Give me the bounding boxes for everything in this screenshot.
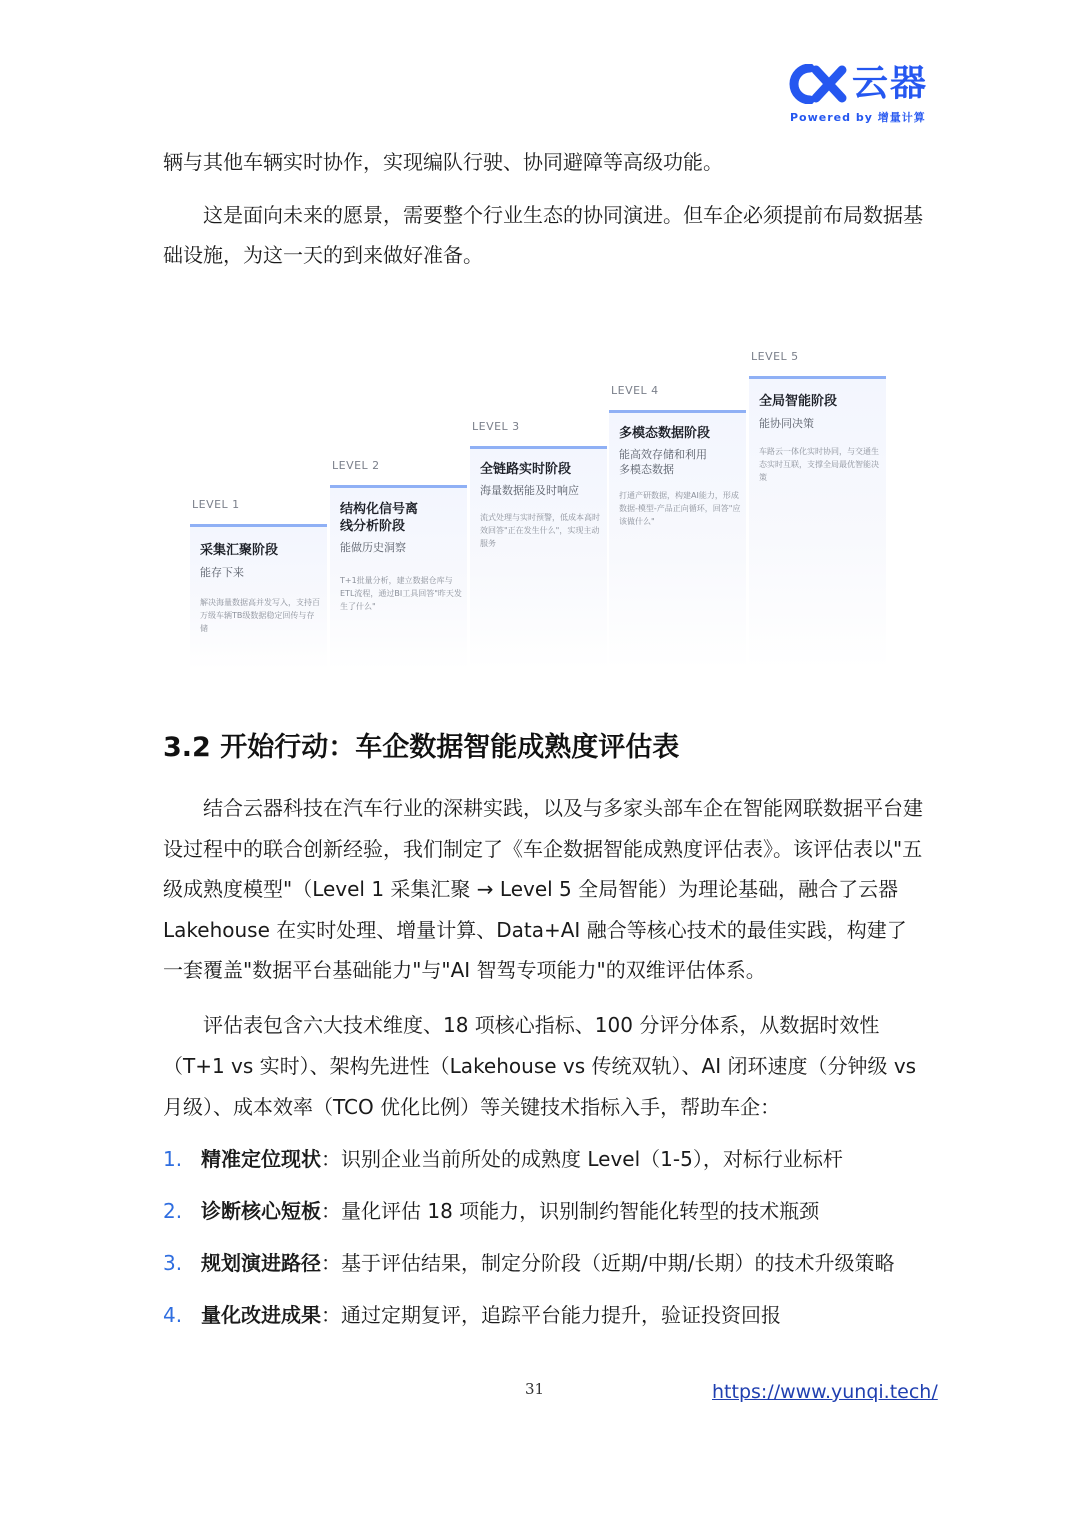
level-title: 全链路实时阶段: [480, 462, 572, 477]
level-label: LEVEL 2: [332, 459, 380, 472]
level-subtitle: 能存下来: [200, 566, 244, 579]
list-text: ：通过定期复评，追踪平台能力提升，验证投资回报: [321, 1303, 781, 1327]
level-subtitle: 能协同决策: [759, 417, 814, 430]
level-description: T+1批量分析，建立数据仓库与ETL流程，通过BI工具回答"昨天发生了什么": [340, 576, 462, 611]
maturity-staircase-diagram: [190, 350, 890, 670]
list-text: ：基于评估结果，制定分阶段（近期/中期/长期）的技术升级策略: [321, 1251, 895, 1275]
list-term: 精准定位现状: [201, 1147, 321, 1171]
level-label: LEVEL 1: [192, 498, 240, 511]
list-number: 4.: [163, 1303, 183, 1327]
level-step-5: [749, 350, 886, 670]
list-item: [163, 1197, 923, 1225]
level-description: 流式处理与实时预警，低成本高时效回答"正在发生什么"，实现主动服务: [480, 513, 600, 548]
intro-paragraph-2: 这是面向未来的愿景，需要整个行业生态的协同演进。但车企必须提前布局数据基础设施，为这一天的到来做好准备。: [163, 203, 923, 267]
level-card: [190, 524, 327, 670]
level-card: [749, 376, 886, 670]
level-step-2: [330, 459, 467, 670]
level-description: 解决海量数据高并发写入，支持百万级车辆TB级数据稳定回传与存储: [200, 598, 320, 633]
level-description: 车路云一体化实时协同，与交通生态实时互联，支撑全局最优智能决策: [759, 447, 879, 482]
level-card: [609, 410, 746, 670]
level-card: [330, 485, 467, 670]
level-title: 多模态数据阶段: [619, 426, 711, 441]
intro-paragraph-1: 辆与其他车辆实时协作，实现编队行驶、协同避障等高级功能。: [163, 150, 723, 174]
level-label: LEVEL 3: [472, 420, 520, 433]
logo-mark-icon: [788, 64, 850, 104]
section-paragraph-2: 评估表包含六大技术维度、18 项核心指标、100 分评分体系，从数据时效性（T+1 vs 实时）、架构先进性（Lakehouse vs 传统双轨）、AI 闭环速度（分钟级 vs 月级）、成本效率（TCO 优化比例）等关键技术指标入手，帮助车企：: [163, 1013, 917, 1119]
level-label: LEVEL 5: [751, 350, 799, 363]
list-term: 量化改进成果: [201, 1303, 321, 1327]
logo-name: 云器: [852, 63, 929, 104]
level-step-1: [190, 498, 327, 670]
brand-logo: [788, 62, 928, 128]
list-term: 规划演进路径: [201, 1251, 321, 1275]
section-heading: 3.2 开始行动：车企数据智能成熟度评估表: [163, 732, 680, 763]
list-text: ：量化评估 18 项能力，识别制约智能化转型的技术瓶颈: [321, 1199, 820, 1223]
level-subtitle: 能高效存储和利用多模态数据: [619, 448, 707, 476]
level-card: [470, 446, 607, 670]
level-subtitle: 海量数据能及时响应: [480, 484, 579, 497]
list-item: [163, 1249, 923, 1277]
list-number: 2.: [163, 1199, 183, 1223]
list-item: [163, 1145, 923, 1173]
level-title: 全局智能阶段: [759, 394, 838, 409]
section-paragraph-1: 结合云器科技在汽车行业的深耕实践，以及与多家头部车企在智能网联数据平台建设过程中的联合创新经验，我们制定了《车企数据智能成熟度评估表》。该评估表以"五级成熟度模型"（Level 1 采集汇聚 → Level 5 全局智能）为理论基础，融合了云器 Lakehouse 在实时处理、增量计算、Data+AI 融合等核心技术的最佳实践，构建了一套覆盖"数据平台基础能力"与"AI 智驾专项能力"的双维评估体系。: [163, 796, 923, 983]
level-description: 打通产研数据，构建AI能力，形成数据-模型-产品正向循环，回答"应该做什么": [619, 491, 741, 526]
page-number: 31: [525, 1380, 545, 1398]
level-subtitle: 能做历史洞察: [340, 541, 406, 554]
website-link[interactable]: https://www.yunqi.tech/: [712, 1381, 938, 1403]
list-term: 诊断核心短板: [201, 1199, 321, 1223]
level-title: 采集汇聚阶段: [200, 543, 279, 558]
list-number: 3.: [163, 1251, 183, 1275]
list-number: 1.: [163, 1147, 183, 1171]
level-title: 结构化信号离线分析阶段: [340, 502, 419, 534]
level-step-3: [470, 420, 607, 670]
list-text: ：识别企业当前所处的成熟度 Level（1-5），对标行业标杆: [321, 1147, 843, 1171]
list-item: [163, 1301, 923, 1329]
logo-tagline: Powered by 增量计算: [790, 111, 926, 124]
level-step-4: [609, 384, 746, 670]
level-label: LEVEL 4: [611, 384, 659, 397]
